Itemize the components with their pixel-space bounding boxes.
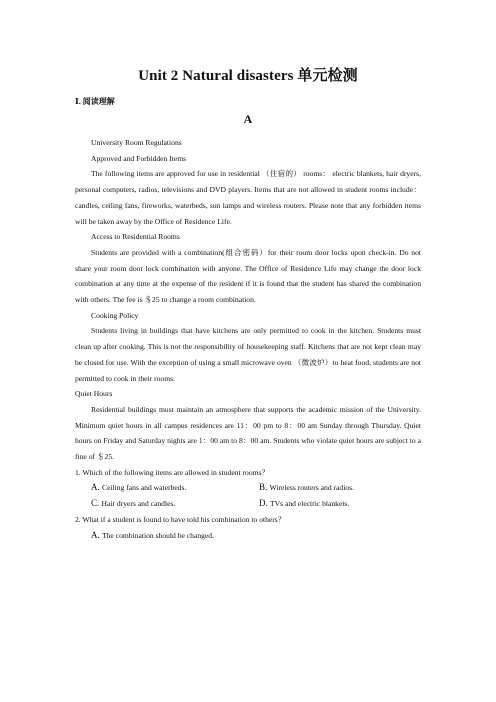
option-a: A. The combination should be changed.: [91, 529, 214, 540]
option-b: B. Wireless routers and radios.: [259, 482, 354, 493]
option-a: A. Ceiling fans and waterbeds.: [91, 482, 187, 493]
paragraph: Quiet Hours: [75, 389, 113, 399]
question-stem: 1. Which of the following items are allowed in student rooms？: [75, 467, 270, 477]
paragraph: Residential buildings must maintain an atmosphere that supports the academic mission of the University. Minimum quiet hours in all campus residences are 11：00 pm to 8：00 am Sunday through Thursday. Quiet hours on Friday and Saturday nights are 1：00 am to 8：00 am. Students who violate quiet hours are subject to a fine of ＄25.: [75, 404, 421, 462]
option-c: C. Hair dryers and candles.: [91, 498, 176, 509]
paragraph: Approved and Forbidden Items: [91, 153, 187, 163]
passage-letter: A: [243, 112, 253, 126]
document-title: Unit 2 Natural disasters 单元检测: [138, 68, 358, 84]
paragraph: Access to Residential Rooms: [91, 232, 180, 242]
paragraph: University Room Regulations: [91, 138, 182, 147]
paragraph: Students are provided with a combination(组合密码）for their room door locks upon check-in. Do not share your room door lock combination with anyone. The Office of Residence Life may change the door lock combination at any time at the expense of the resident if it is found that the student has shared the combination with others. The fee is ＄25 to change a room combination.: [75, 247, 421, 305]
paragraph: Cooking Policy: [91, 310, 139, 320]
paragraph: Students living in buildings that have kitchens are only permitted to cook in the kitchen. Students must clean up after cooking. This is not the responsibility of housekeeping staff. Kitchens that are not kept clean may be closed for use. With the exception of using a small microwave oven （微波炉）to heat food, students are not permitted to cook in their rooms.: [75, 326, 421, 383]
document-body: [75, 135, 421, 543]
question-stem: 2. What if a student is found to have told his combination to others？: [75, 514, 286, 524]
options-row: [75, 496, 421, 512]
section-heading: Ⅰ. 阅读理解: [75, 97, 115, 106]
options-row: [75, 528, 421, 544]
option-d: D. TVs and electric blankets.: [259, 498, 350, 509]
options-row: [75, 480, 421, 496]
paragraph: The following items are approved for use in residential （住宿的） rooms： electric blankets, hair dryers, personal computers, radios, televisions and DVD players. Items that are not allowed in student rooms include： candles, ceiling fans, fireworks, waterbeds, sun lamps and wireless routers. Please note that any forbidden items will be taken away by the Office of Residence Life.: [75, 169, 421, 226]
